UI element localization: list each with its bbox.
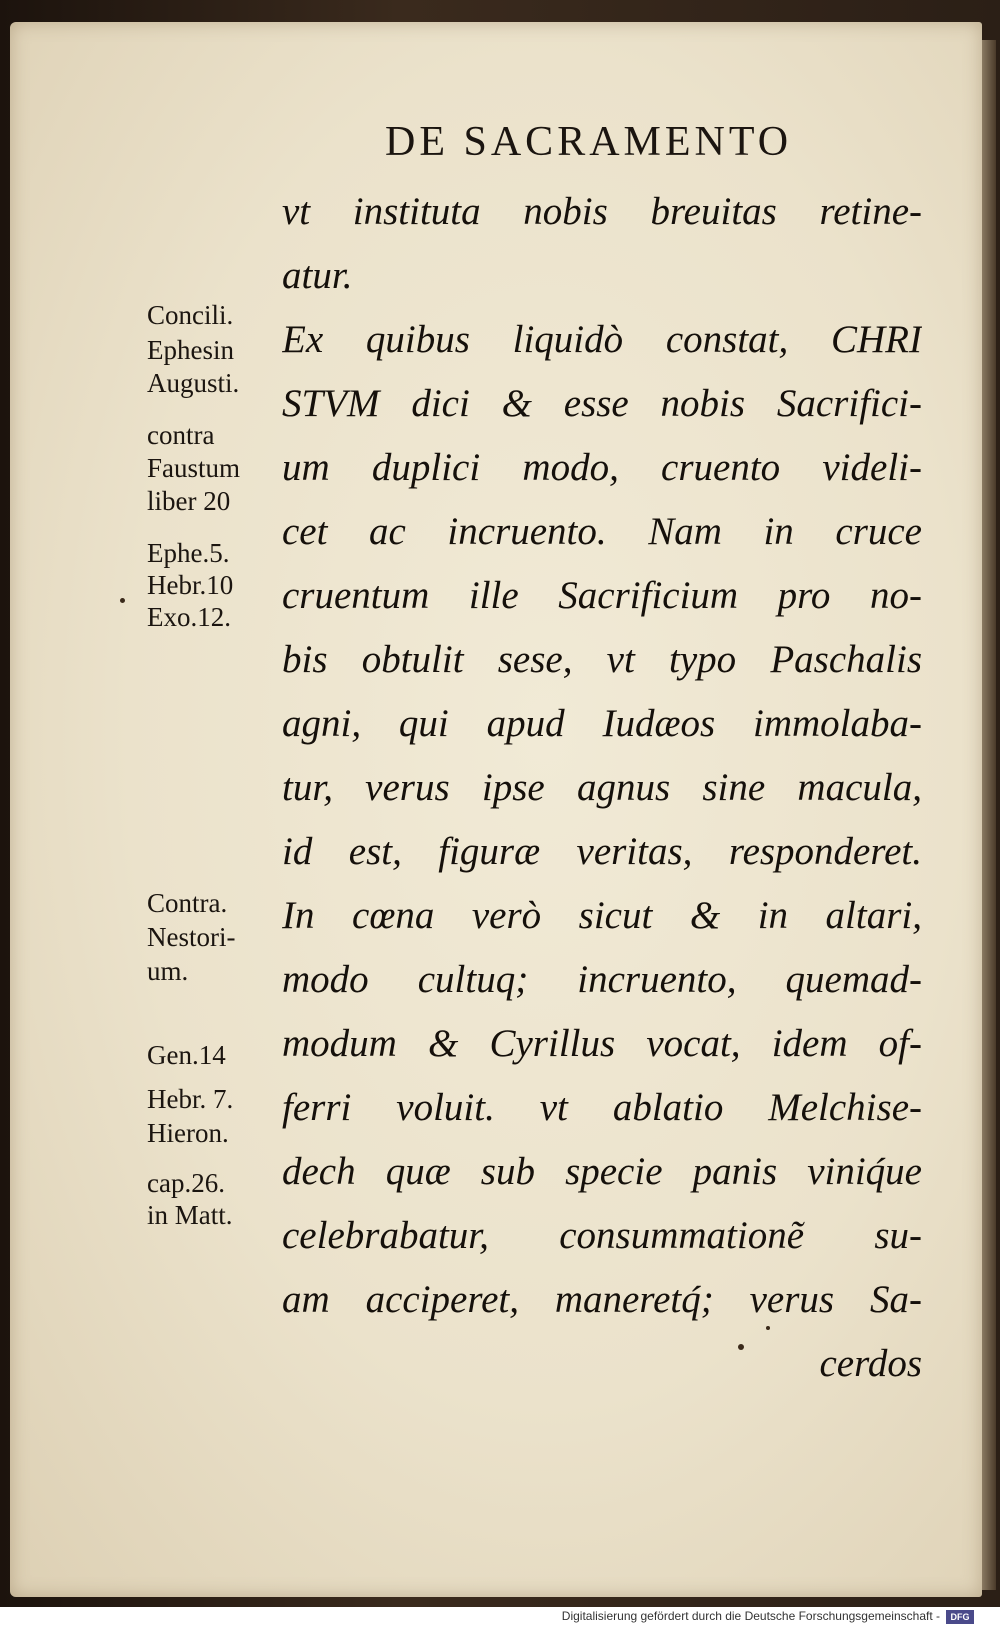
text-line: id est, figuræ veritas, responderet.	[282, 830, 922, 873]
margin-note: Augusti.	[147, 368, 240, 398]
text-line: cruentum ille Sacrificium pro no-	[282, 574, 922, 617]
margin-note: Exo.12.	[147, 602, 231, 632]
margin-note: cap.26.	[147, 1168, 225, 1198]
text-line: agni, qui apud Iudæos immolaba-	[282, 702, 922, 745]
text-line: am acciperet, maneretq́; verus Sa-	[282, 1278, 922, 1321]
text-line: modum & Cyrillus vocat, idem of-	[282, 1022, 922, 1065]
text-line: atur.	[282, 254, 353, 297]
text-line: um duplici modo, cruento videli-	[282, 446, 922, 489]
margin-note: um.	[147, 956, 189, 986]
ink-speck	[738, 1344, 744, 1350]
dfg-logo: DFG	[946, 1610, 974, 1624]
catchword: cerdos	[819, 1342, 922, 1385]
running-head: DE SACRAMENTO	[385, 119, 793, 165]
text-line: modo cultuq; incruento, quemad-	[282, 958, 922, 1001]
margin-note: contra	[147, 420, 215, 450]
text-line: ferri voluit. vt ablatio Melchise-	[282, 1086, 922, 1129]
margin-note: Contra.	[147, 888, 228, 918]
margin-note: Nestori-	[147, 922, 236, 952]
text-line: celebrabatur, consummationẽ su-	[282, 1214, 922, 1257]
text-line: bis obtulit sese, vt typo Paschalis	[282, 638, 922, 681]
text-line: cet ac incruento. Nam in cruce	[282, 510, 922, 553]
margin-note: Hebr. 7.	[147, 1084, 234, 1114]
margin-note: Concili.	[147, 300, 234, 330]
margin-note: Gen.14	[147, 1040, 226, 1070]
footer-credit: Digitalisierung gefördert durch die Deutsche Forschungsgemeinschaft -	[561, 1609, 940, 1623]
main-text	[282, 180, 922, 1396]
margin-note: Hebr.10	[147, 570, 234, 600]
ink-speck	[120, 598, 125, 603]
margin-note: in Matt.	[147, 1200, 233, 1230]
ink-speck	[766, 1326, 770, 1330]
margin-note: Ephe.5.	[147, 538, 230, 568]
text-line: Ex quibus liquidò constat, CHRI	[282, 318, 922, 361]
page-edge	[982, 40, 996, 1590]
margin-note: Faustum	[147, 453, 241, 483]
text-line: vt instituta nobis breuitas retine-	[282, 190, 922, 233]
text-line: tur, verus ipse agnus sine macula,	[282, 766, 922, 809]
margin-note: liber 20	[147, 486, 231, 516]
text-line: STVM dici & esse nobis Sacrifici-	[282, 382, 922, 425]
margin-note: Ephesin	[147, 335, 234, 365]
text-line: dech quæ sub specie panis viniq́ue	[282, 1150, 922, 1193]
digitization-footer	[0, 1607, 1000, 1627]
text-line: In cœna verò sicut & in altari,	[282, 894, 922, 937]
margin-note: Hieron.	[147, 1118, 229, 1148]
